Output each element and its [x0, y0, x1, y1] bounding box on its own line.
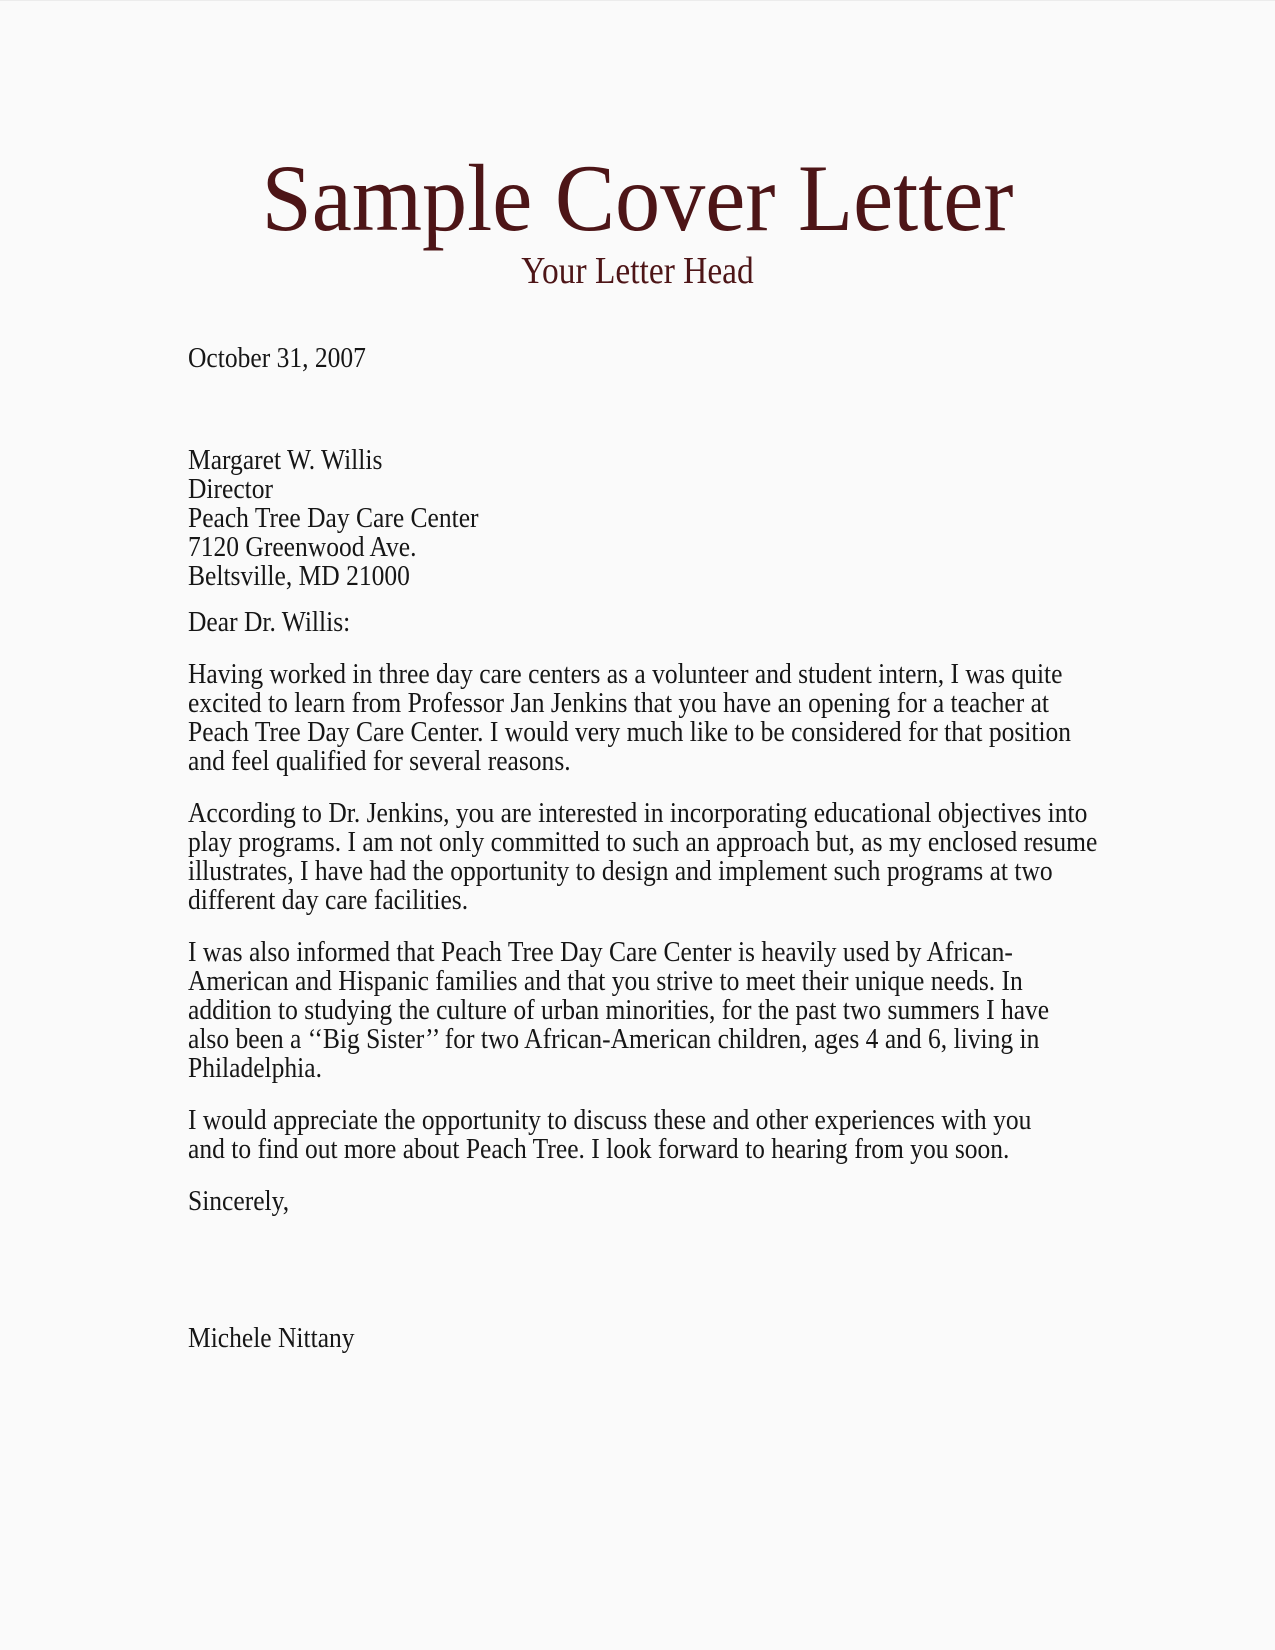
letterhead-subtitle: Your Letter Head: [521, 250, 754, 292]
letter-date: October 31, 2007: [188, 342, 366, 374]
body-paragraph-2: According to Dr. Jenkins, you are interested in incorporating educational objectives into play programs. I am not only committed to such an approach but, as my enclosed resume illustrates, I have had the opportunity to design and implement such programs at two different day care facilities.: [188, 797, 1098, 916]
recipient-address: Margaret W. Willis Director Peach Tree Day Care Center 7120 Greenwood Ave. Beltsville, MD 21000: [188, 444, 479, 592]
closing-line: Sincerely,: [188, 1185, 290, 1217]
signature-name: Michele Nittany: [188, 1322, 355, 1354]
body-paragraph-1: Having worked in three day care centers as a volunteer and student intern, I was quite excited to learn from Professor Jan Jenkins that you have an opening for a teacher at Peach Tree Day Care Center. I would very much like to be considered for that position and feel qualified for several reasons.: [188, 658, 1072, 777]
letterhead-title: Sample Cover Letter: [261, 145, 1014, 251]
letter-body: [188, 344, 1188, 1353]
salutation: Dear Dr. Willis:: [188, 606, 351, 638]
body-paragraph-4: I would appreciate the opportunity to discuss these and other experiences with you and to find out more about Peach Tree. I look forward to hearing from you soon.: [188, 1104, 1032, 1165]
letterhead: [0, 145, 1275, 292]
body-paragraph-3: I was also informed that Peach Tree Day Care Center is heavily used by African- American and Hispanic families and that you strive to meet their unique needs. In addition to studying the culture of urban minorities, for the past two summers I have also been a ‘‘Big Sister’’ for two African-American children, ages 4 and 6, living in Philadelphia.: [188, 936, 1050, 1084]
